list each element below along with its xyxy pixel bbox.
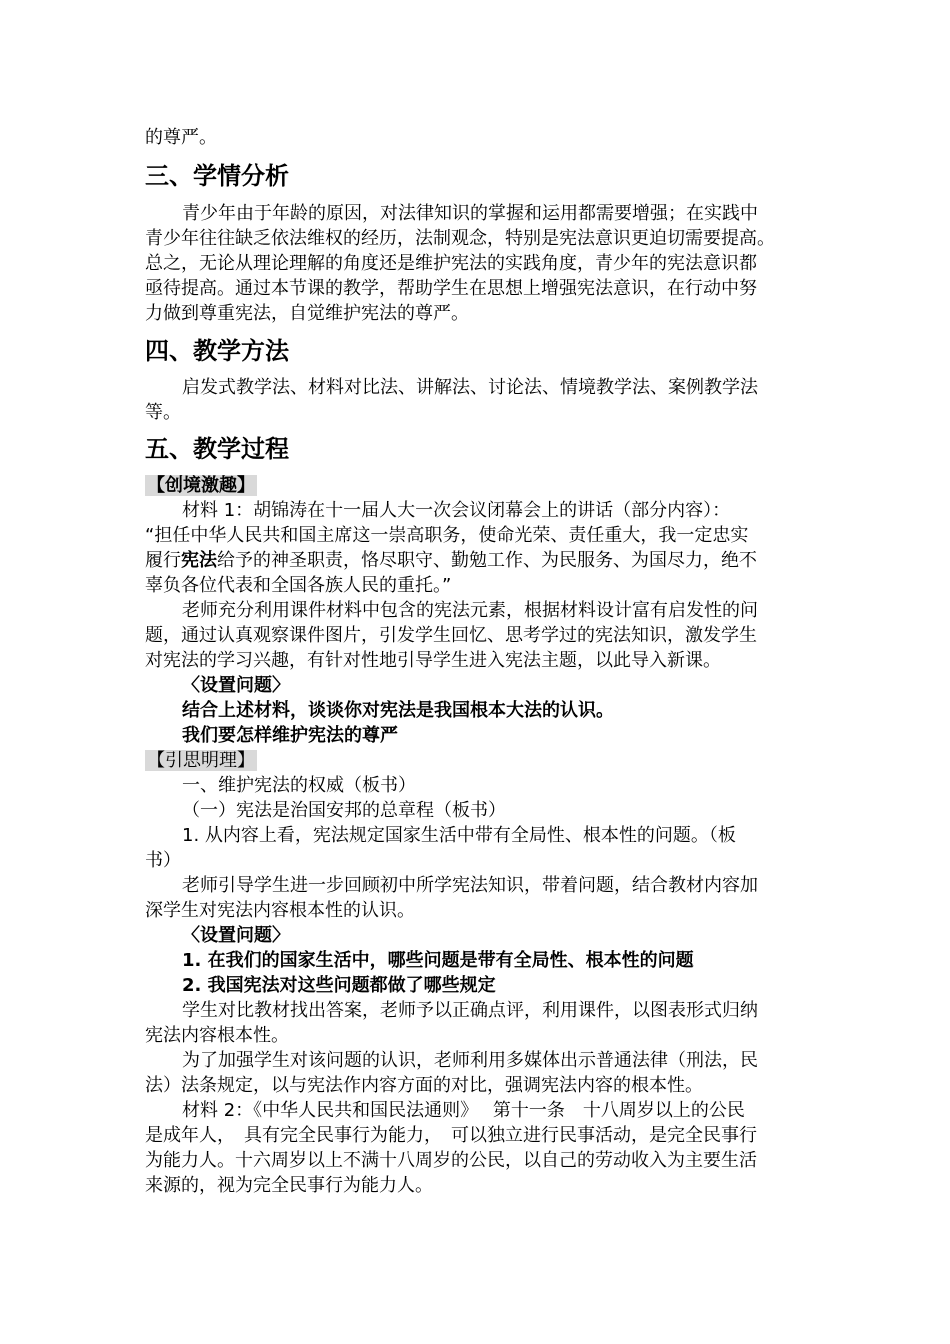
question-line: 结合上述材料，谈谈你对宪法是我国根本大法的认识。 bbox=[182, 700, 614, 721]
paragraph-line: 对宪法的学习兴趣，有针对性地引导学生进入宪法主题，以此导入新课。 bbox=[145, 650, 721, 671]
section-tag bbox=[145, 474, 257, 498]
paragraph-line: 启发式教学法、材料对比法、讲解法、讨论法、情境教学法、案例教学法 bbox=[182, 377, 758, 398]
paragraph-line: “担任中华人民共和国主席这一崇高职务，使命光荣、责任重大，我一定忠实 bbox=[145, 525, 749, 546]
paragraph-line: 青少年往往缺乏依法维权的经历，法制观念，特别是宪法意识更迫切需要提高。 bbox=[145, 228, 775, 249]
paragraph-line: 一、维护宪法的权威（板书） bbox=[182, 775, 416, 796]
text-run: 给予的神圣职责，恪尽职守、勤勉工作、为民服务、为国尽力，绝不 bbox=[217, 550, 757, 571]
paragraph-line: 为了加强学生对该问题的认识，老师利用多媒体出示普通法律（刑法，民 bbox=[182, 1050, 758, 1071]
section-tag-label: 【创境激趣】 bbox=[147, 475, 255, 496]
paragraph-line: 1. 从内容上看，宪法规定国家生活中带有全局性、根本性的问题。（板 bbox=[182, 825, 736, 846]
paragraph-line: 题，通过认真观察课件图片，引发学生回忆、思考学过的宪法知识，激发学生 bbox=[145, 625, 757, 646]
paragraph-line: 总之，无论从理论理解的角度还是维护宪法的实践角度，青少年的宪法意识都 bbox=[145, 253, 757, 274]
paragraph-line: 法）法条规定，以与宪法作内容方面的对比，强调宪法内容的根本性。 bbox=[145, 1075, 703, 1096]
paragraph-line: 深学生对宪法内容根本性的认识。 bbox=[145, 900, 415, 921]
paragraph-line: 老师引导学生进一步回顾初中所学宪法知识，带着问题，结合教材内容加 bbox=[182, 875, 758, 896]
heading-teaching-method: 四、教学方法 bbox=[145, 337, 289, 365]
paragraph-line: 是成年人， 具有完全民事行为能力， 可以独立进行民事活动，是完全民事行 bbox=[145, 1125, 757, 1146]
text-run: 履行 bbox=[145, 550, 181, 571]
paragraph-line: 材料 2：《中华人民共和国民法通则》 第十一条 十八周岁以上的公民 bbox=[182, 1100, 745, 1121]
paragraph-line: 的尊严。 bbox=[145, 127, 217, 148]
paragraph-line: 亟待提高。通过本节课的教学，帮助学生在思想上增强宪法意识，在行动中努 bbox=[145, 278, 757, 299]
paragraph-line: 辜负各位代表和全国各族人民的重托。” bbox=[145, 575, 452, 596]
paragraph-line: 材料 1：胡锦涛在十一届人大一次会议闭幕会上的讲话（部分内容）： bbox=[182, 500, 731, 521]
question-line: 1. 在我们的国家生活中，哪些问题是带有全局性、根本性的问题 bbox=[182, 950, 694, 971]
paragraph-line: 老师充分利用课件材料中包含的宪法元素，根据材料设计富有启发性的问 bbox=[182, 600, 758, 621]
paragraph-line: 来源的，视为完全民事行为能力人。 bbox=[145, 1175, 433, 1196]
heading-teaching-process: 五、教学过程 bbox=[145, 435, 289, 463]
question-line: 2. 我国宪法对这些问题都做了哪些规定 bbox=[182, 975, 496, 996]
paragraph-line: 为能力人。十六周岁以上不满十八周岁的公民，以自己的劳动收入为主要生活 bbox=[145, 1150, 757, 1171]
paragraph-line: 学生对比教材找出答案，老师予以正确点评，利用课件，以图表形式归纳 bbox=[182, 1000, 758, 1021]
question-title: 〈设置问题〉 bbox=[182, 675, 290, 696]
paragraph-line: 书） bbox=[145, 850, 181, 871]
paragraph-line: 等。 bbox=[145, 402, 181, 423]
paragraph-line: 青少年由于年龄的原因，对法律知识的掌握和运用都需要增强；在实践中 bbox=[182, 203, 758, 224]
question-line: 我们要怎样维护宪法的尊严 bbox=[182, 725, 398, 746]
section-tag-label: 【引思明理】 bbox=[147, 750, 255, 771]
paragraph-line: 宪法内容根本性。 bbox=[145, 1025, 289, 1046]
section-tag bbox=[145, 749, 257, 773]
paragraph-line bbox=[145, 549, 757, 573]
question-title: 〈设置问题〉 bbox=[182, 925, 290, 946]
paragraph-line: 力做到尊重宪法，自觉维护宪法的尊严。 bbox=[145, 303, 469, 324]
emphasis-text: 宪法 bbox=[181, 550, 217, 571]
heading-student-analysis: 三、学情分析 bbox=[145, 162, 289, 190]
paragraph-line: （一）宪法是治国安邦的总章程（板书） bbox=[182, 800, 506, 821]
